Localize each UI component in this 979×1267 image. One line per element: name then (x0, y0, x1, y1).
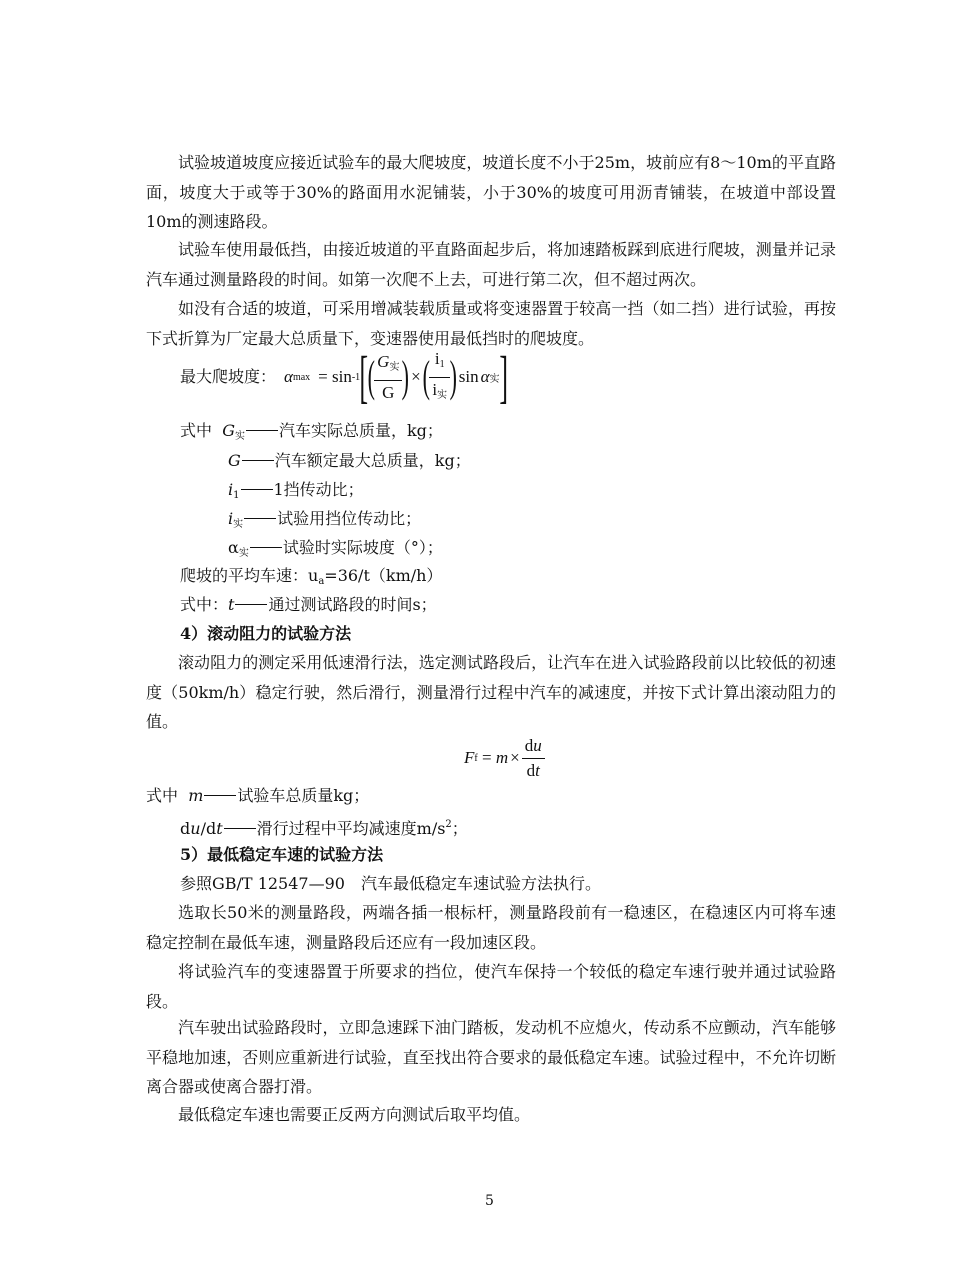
definition-g-actual: 式中 $G_实$ 汽车实际总质量，kg； (180, 421, 443, 442)
average-speed-formula: 爬坡的平均车速：$u_a=36/t(km/h)$ (180, 566, 443, 587)
formula-max-slope: α max = sin -1 [ ( $\frac{G_实}{G}$ ) × ( $\frac{i_1}{i_实}$ ) sin α 实 ] (284, 344, 508, 409)
paragraph-no-slope: 如没有合适的坡道，可采用增减装载质量或将变速器置于较高一挡（如二挡）进行试验，再按下式折算为厂定最大总质量下，变速器使用最低挡时的爬坡度。 (146, 299, 836, 348)
paragraph-measure-section: 选取长50米的测量路段，两端各插一根标杆，测量路段前有一稳速区，在稳速区内可将车速稳定控制在最低车速，测量路段后还应有一段加速区段。 (146, 903, 836, 952)
fraction-mass-ratio: $\frac{G_实}{G}$ (374, 350, 402, 405)
section-heading-min-stable-speed: 5）最低稳定车速的试验方法 (180, 845, 384, 864)
definition-du-dt: du/dt 滑行过程中平均减速度$m/s^2$； (180, 819, 468, 838)
paragraph-gear-position: 将试验汽车的变速器置于所要求的挡位，使汽车保持一个较低的稳定车速行驶并通过试验路段。 (146, 962, 836, 1011)
definition-t: 式中：t 通过测试路段的时间s； (180, 595, 437, 614)
paragraph-rolling-resistance: 滚动阻力的测定采用低速滑行法，选定测试路段后，让汽车在进入试验路段前以比较低的初速度（50km/h）稳定行驶，然后滑行，测量滑行过程中汽车的减速度，并按下式计算出滚动阻力的值。 (146, 653, 836, 731)
definition-i1: $i_1$ 1挡传动比； (228, 480, 364, 501)
definition-alpha-actual: $\alpha_实$ 试验时实际坡度（°）； (228, 538, 443, 559)
paragraph-lowest-gear: 试验车使用最低挡，由接近坡道的平直路面起步后，将加速踏板踩到底进行爬坡，测量并记录汽车通过测量路段的时间。如第一次爬不上去，可进行第二次，但不超过两次。 (146, 240, 836, 289)
section-heading-rolling-resistance: 4）滚动阻力的试验方法 (180, 624, 352, 643)
page-number: 5 (485, 1193, 494, 1209)
paragraph-average: 最低稳定车速也需要正反两方向测试后取平均值。 (178, 1105, 531, 1124)
reference-standard: 参照GB/T 12547—90 汽车最低稳定车速试验方法执行。 (180, 874, 601, 893)
paragraph-slope-road: 试验坡道坡度应接近试验车的最大爬坡度，坡道长度不小于25m，坡前应有8～10m的平直路面，坡度大于或等于30%的路面用水泥铺装，小于30%的坡度可用沥青铺装，在坡道中部设置10m的测速路段。 (146, 153, 836, 231)
definition-m: 式中 m 试验车总质量kg； (146, 786, 370, 805)
formula-rolling-resistance: F f = m × $\frac{du}{dt}$ (464, 733, 545, 783)
formula-max-slope-label: 最大爬坡度： (180, 367, 277, 386)
paragraph-accelerate: 汽车驶出试验路段时，立即急速踩下油门踏板，发动机不应熄火，传动系不应颤动，汽车能够平稳地加速，否则应重新进行试验，直至找出符合要求的最低稳定车速。试验过程中，不允许切断离合器或使离合器打滑。 (146, 1018, 836, 1096)
fraction-du-dt: $\frac{du}{dt}$ (522, 734, 545, 783)
fraction-gear-ratio: $\frac{i_1}{i_实}$ (429, 347, 450, 408)
definition-g-rated: G 汽车额定最大总质量，kg； (228, 451, 471, 470)
definition-i-actual: $i_实$ 试验用挡位传动比； (228, 509, 422, 530)
